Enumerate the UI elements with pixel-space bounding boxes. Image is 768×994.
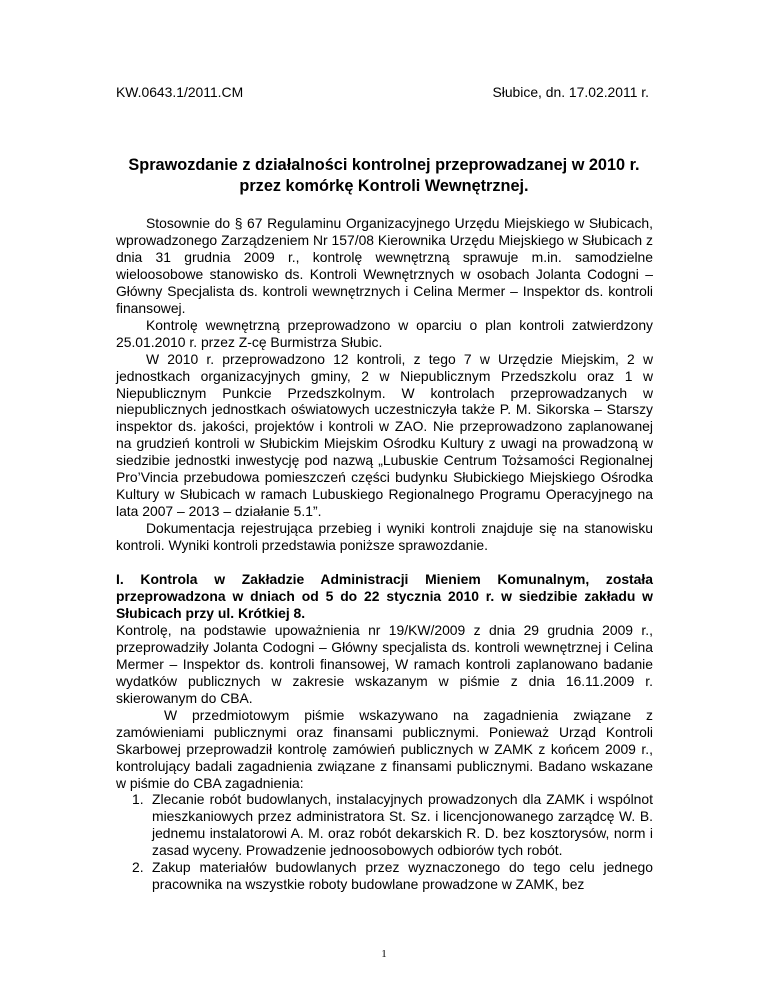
list-item-number: 1. (132, 791, 144, 808)
reference-number: KW.0643.1/2011.CM (116, 84, 244, 100)
intro-paragraph-1: Stosownie do § 67 Regulaminu Organizacyjnego Urzędu Miejskiego w Słubicach, wprowadzonego Zarządzeniem Nr 157/08 Kierownika Urzędu Miejskiego w Słubicach z dnia 31 grudnia 2009 r., kontrolę wewnętrzną sprawuje m.in. samodzielne wieloosobowe stanowisko ds. Kontroli Wewnętrznych w osobach Jolanta Codogni – Główny Specjalista ds. kontroli wewnętrznych i Celina Mermer – Inspektor ds. kontroli finansowej. (116, 215, 653, 316)
list-item (132, 859, 653, 893)
section-1-paragraph-1: Kontrolę, na podstawie upoważnienia nr 19/KW/2009 z dnia 29 grudnia 2009 r., przeprowadziły Jolanta Codogni – Główny specjalista ds. kontroli wewnętrznej i Celina Mermer – Inspektor ds. kontroli finansowej, W ramach kontroli zaplanowano badanie wydatków publicznych w zakresie wskazanym w piśmie z dnia 16.11.2009 r. skierowanym do CBA. (116, 621, 653, 706)
title-line-1: Sprawozdanie z działalności kontrolnej przeprowadzanej w 2010 r. (128, 156, 640, 174)
findings-list (116, 791, 653, 893)
list-item-text: Zlecanie robót budowlanych, instalacyjnych prowadzonych dla ZAMK i wspólnot mieszkaniowych przez administratora St. Sz. i licencjonowanego zarządcę W. B. jednemu instalatorowi A. M. oraz robót dekarskich R. D. bez kosztorysów, norm i zasad wyceny. Prowadzenie jednoosobowych odbiorów tych robót. (152, 791, 653, 859)
list-item-text: Zakup materiałów budowlanych przez wyznaczonego do tego celu jednego pracownika na wszystkie roboty budowlane prowadzone w ZAMK, bez (152, 859, 653, 893)
title-line-2: przez komórkę Kontroli Wewnętrznej. (239, 177, 529, 195)
section-1-heading: I. Kontrola w Zakładzie Administracji Mieniem Komunalnym, została przeprowadzona w dniach od 5 do 22 stycznia 2010 r. w siedzibie zakładu w Słubicach przy ul. Krótkiej 8. (116, 571, 653, 621)
intro-paragraph-4: Dokumentacja rejestrująca przebieg i wyniki kontroli znajduje się na stanowisku kontroli. Wyniki kontroli przedstawia poniższe sprawozdanie. (116, 520, 653, 554)
document-title (100, 155, 668, 197)
intro-paragraph-2: Kontrolę wewnętrzną przeprowadzono w oparciu o plan kontroli zatwierdzony 25.01.2010 r. przez Z-cę Burmistrza Słubic. (116, 316, 653, 350)
page-number: 1 (381, 948, 387, 960)
document-body (116, 215, 653, 893)
intro-paragraph-3: W 2010 r. przeprowadzono 12 kontroli, z tego 7 w Urzędzie Miejskim, 2 w jednostkach organizacyjnych gminy, 2 w Niepublicznym Przedszkolu oraz 1 w Niepublicznym Punkcie Przedszkolnym. W kontrolach przeprowadzanych w niepublicznych jednostkach oświatowych uczestniczyła także P. M. Sikorska – Starszy inspektor ds. jakości, projektów i kontroli w ZAO. Nie przeprowadzono zaplanowanej na grudzień kontroli w Słubickim Miejskim Ośrodku Kultury z uwagi na prowadzoną w siedzibie jednostki inwestycję pod nazwą „Lubuskie Centrum Tożsamości Regionalnej Pro’Vincia przebudowa pomieszczeń części budynku Słubickiego Miejskiego Ośrodka Kultury w Słubicach w ramach Lubuskiego Regionalnego Programu Operacyjnego na lata 2007 – 2013 – działanie 5.1”. (116, 350, 653, 520)
list-item (132, 791, 653, 859)
place-and-date: Słubice, dn. 17.02.2011 r. (492, 84, 649, 100)
document-header (116, 84, 652, 101)
list-item-number: 2. (132, 859, 144, 876)
section-1-paragraph-2: W przedmiotowym piśmie wskazywano na zagadnienia związane z zamówieniami publicznymi oraz finansami publicznymi. Ponieważ Urząd Kontroli Skarbowej przeprowadził kontrolę zamówień publicznych w ZAMK z końcem 2009 r., kontrolujący badali zagadnienia związane z finansami publicznymi. Badano wskazane w piśmie do CBA zagadnienia: (116, 706, 653, 791)
